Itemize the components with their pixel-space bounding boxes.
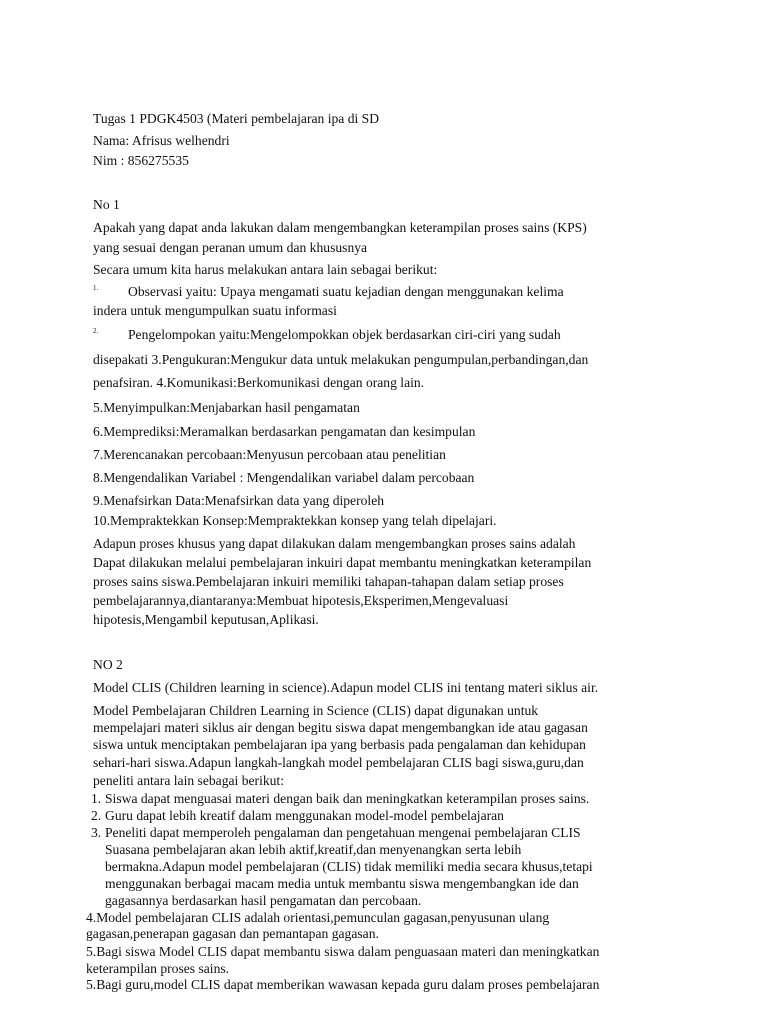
model-statement: Model CLIS (Children learning in science).Adapun model CLIS ini tentang materi siklus air. <box>93 680 599 695</box>
list-item: 7.Merencanakan percobaan:Menyusun percobaan atau penelitian <box>93 447 446 462</box>
list-item: Siswa dapat menguasai materi dengan baik dan meningkatkan keterampilan proses sains. <box>105 791 590 806</box>
list-item: 10.Mempraktekkan Konsep:Mempraktekkan konsep yang telah dipelajari. <box>93 513 497 528</box>
paragraph-line: gagasan,penerapan gagasan dan pemantapan gagasan. <box>86 926 379 941</box>
list-item: 6.Memprediksi:Meramalkan berdasarkan pengamatan dan kesimpulan <box>93 424 476 439</box>
closing-paragraph-line: pembelajarannya,diantaranya:Membuat hipotesis,Eksperimen,Mengevaluasi <box>93 593 509 608</box>
list-item-continuation: bermakna.Adapun model pembelajaran (CLIS) tidak memiliki media secara khusus,tetapi <box>105 859 593 874</box>
list-number: 3. <box>91 825 102 840</box>
list-item: 9.Menafsirkan Data:Menafsirkan data yang diperoleh <box>93 493 385 508</box>
list-item: Guru dapat lebih kreatif dalam menggunakan model-model pembelajaran <box>105 808 504 823</box>
closing-paragraph-line: Dapat dilakukan melalui pembelajaran inkuiri dapat membantu meningkatkan keterampilan <box>93 555 592 570</box>
paragraph-line: 4.Model pembelajaran CLIS adalah orientasi,pemunculan gagasan,penyusunan ulang <box>86 910 550 925</box>
closing-paragraph-line: Adapun proses khusus yang dapat dilakukan dalam mengembangkan proses sains adalah <box>93 536 576 551</box>
paragraph-line: Model Pembelajaran Children Learning in Science (CLIS) dapat digunakan untuk <box>93 703 539 718</box>
list-item: Observasi yaitu: Upaya mengamati suatu kejadian dengan menggunakan kelima <box>128 284 564 299</box>
list-item-continuation: disepakati 3.Pengukuran:Mengukur data untuk melakukan pengumpulan,perbandingan,dan <box>93 352 589 367</box>
closing-paragraph-line: proses sains siswa.Pembelajaran inkuiri memiliki tahapan-tahapan dalam setiap proses <box>93 574 564 589</box>
paragraph-line: siswa untuk menciptakan pembelajaran ipa yang berbasis pada pengalaman dan kehidupan <box>93 737 586 752</box>
paragraph-line: peneliti antara lain sebagai berikut: <box>93 773 284 788</box>
student-name: Nama: Afrisus welhendri <box>93 133 230 148</box>
list-number: 2. <box>91 808 102 823</box>
answer-intro: Secara umum kita harus melakukan antara lain sebagai berikut: <box>93 262 438 277</box>
list-number: 2. <box>93 327 99 335</box>
list-item-continuation: penafsiran. 4.Komunikasi:Berkomunikasi dengan orang lain. <box>93 375 425 390</box>
list-item: 8.Mengendalikan Variabel : Mengendalikan variabel dalam percobaan <box>93 470 475 485</box>
list-item: Pengelompokan yaitu:Mengelompokkan objek berdasarkan ciri-ciri yang sudah <box>128 327 561 342</box>
question-1-text-line: Apakah yang dapat anda lakukan dalam mengembangkan keterampilan proses sains (KPS) <box>93 220 587 235</box>
list-item-continuation: indera untuk mengumpulkan suatu informasi <box>93 303 337 318</box>
paragraph-line: 5.Bagi guru,model CLIS dapat memberikan wawasan kepada guru dalam proses pembelajaran <box>86 977 600 992</box>
list-item: 5.Menyimpulkan:Menjabarkan hasil pengamatan <box>93 400 360 415</box>
paragraph-line: keterampilan proses sains. <box>86 961 230 976</box>
question-1-text-line: yang sesuai dengan peranan umum dan khususnya <box>93 240 368 255</box>
student-nim: Nim : 856275535 <box>93 153 189 168</box>
list-item-continuation: gagasannya berdasarkan hasil pengamatan dan percobaan. <box>105 893 422 908</box>
question-1-heading: No 1 <box>93 197 120 212</box>
question-2-heading: NO 2 <box>93 657 123 672</box>
paragraph-line: 5.Bagi siswa Model CLIS dapat membantu siswa dalam penguasaan materi dan meningkatkan <box>86 944 600 959</box>
closing-paragraph-line: hipotesis,Mengambil keputusan,Aplikasi. <box>93 612 319 627</box>
document-title: Tugas 1 PDGK4503 (Materi pembelajaran ipa di SD <box>93 111 380 126</box>
paragraph-line: mempelajari materi siklus air dengan begitu siswa dapat mengembangkan ide atau gagasan <box>93 720 588 735</box>
list-item-continuation: Suasana pembelajaran akan lebih aktif,kreatif,dan menyenangkan serta lebih <box>105 842 522 857</box>
list-number: 1. <box>91 791 102 806</box>
list-item-continuation: menggunakan berbagai macam media untuk membantu siswa mengembangkan ide dan <box>105 876 579 891</box>
list-item: Peneliti dapat memperoleh pengalaman dan pengetahuan mengenai pembelajaran CLIS <box>105 825 581 840</box>
paragraph-line: sehari-hari siswa.Adapun langkah-langkah model pembelajaran CLIS bagi siswa,guru,dan <box>93 755 584 770</box>
list-number: 1. <box>93 284 99 292</box>
